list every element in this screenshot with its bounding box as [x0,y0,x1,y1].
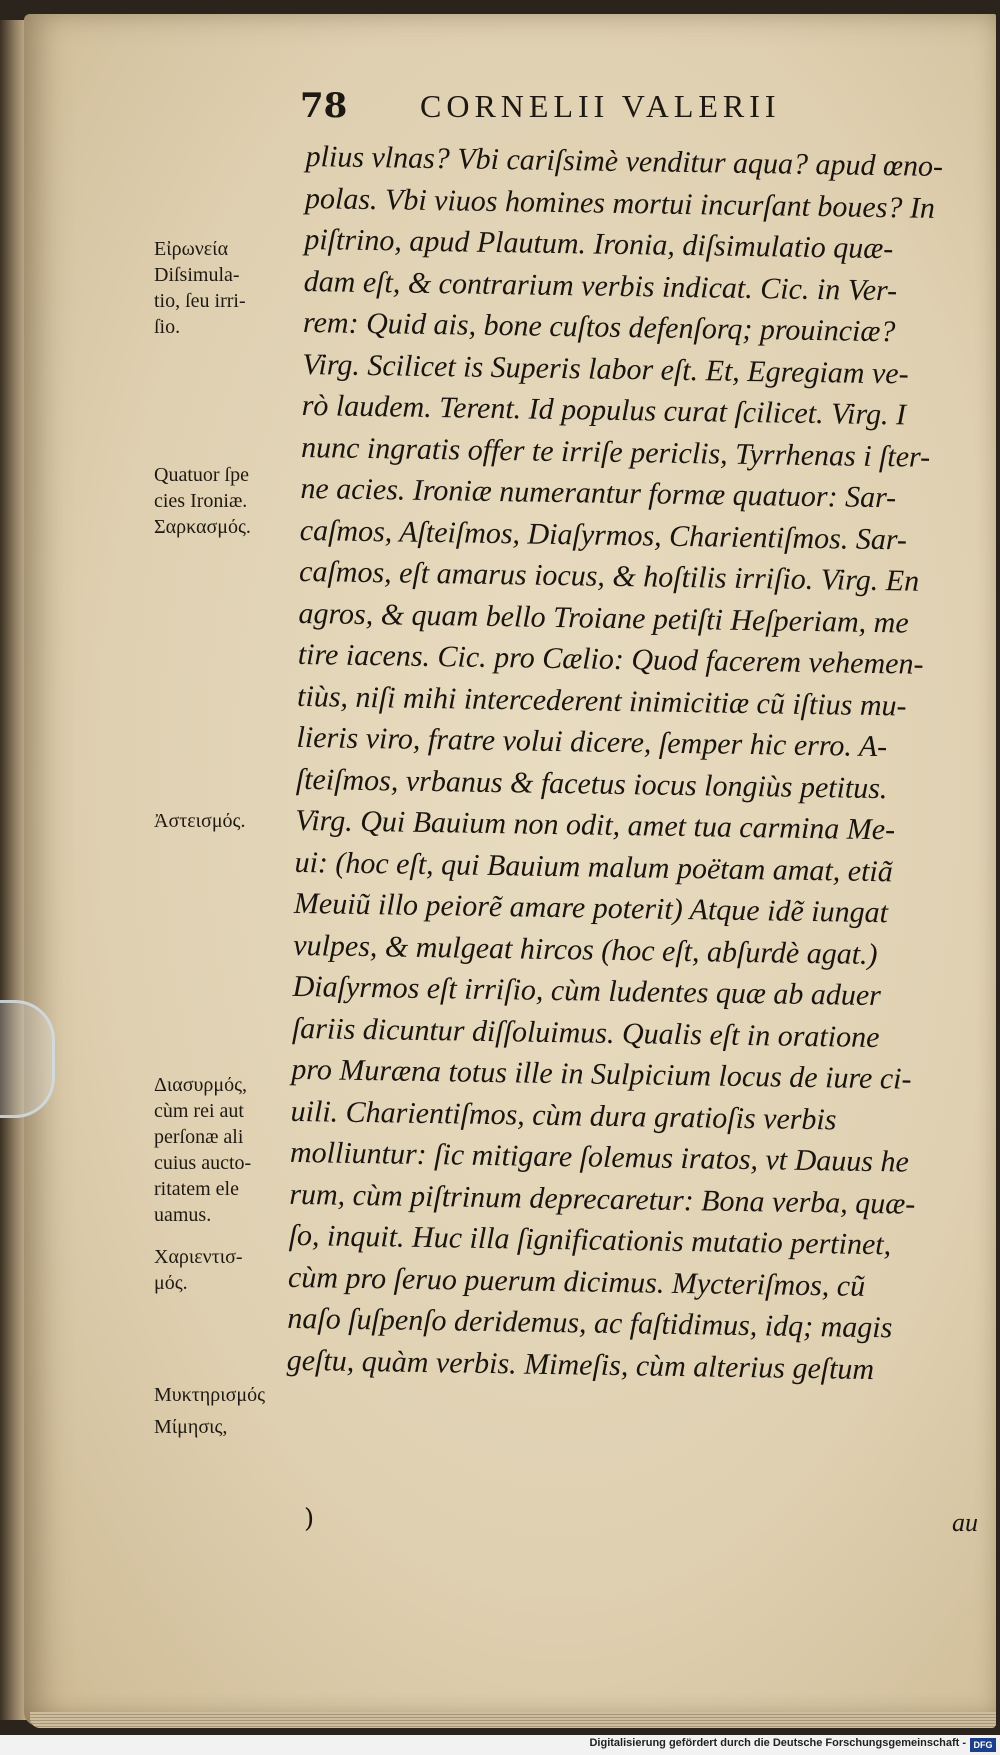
text-line: vulpes, & mulgeat hircos (hoc eſt, abſurdè agat.) [293,928,878,971]
text-line: naſo ſuſpenſo deridemus, ac faſtidimus, idq; magis [287,1301,893,1345]
margin-note: cies Ironiæ. [154,490,248,512]
margin-note: ritatem ele [154,1178,239,1200]
margin-note: perſonæ ali [154,1126,244,1148]
text-line: ſariis dicuntur diſſoluimus. Qualis eſt in oratione [291,1011,880,1054]
text-line: piſtrino, apud Plautum. Ironia, diſsimulatio quæ- [304,222,894,266]
text-line: ſo, inquit. Huc illa ſignificationis mutatio pertinet, [288,1218,892,1262]
margin-note: Εἰρωνεία [154,238,229,260]
text-line: ui: (hoc eſt, qui Bauium malum poëtam amat, etiã [294,845,894,888]
dfg-logo-icon: DFG [970,1738,996,1752]
text-line: tiùs, niſi mihi intercederent inimicitiæ cũ iſtius mu- [296,679,907,723]
text-line: caſmos, eſt amarus iocus, & hoſtilis irriſio. Virg. En [298,554,920,598]
margin-note: Σαρκασμός. [154,516,251,538]
margin-note: cuius aucto- [154,1152,252,1174]
text-line: molliuntur: ſic mitigare ſolemus iratos, vt Dauus he [289,1135,910,1179]
text-line: caſmos, Aſteiſmos, Diaſyrmos, Charientiſmos. Sar- [299,513,908,556]
margin-note: Διασυρμός, [154,1074,248,1096]
margin-note: tio, ſeu irri- [154,290,246,312]
text-line: polas. Vbi viuos homines mortui incurſant boues? In [304,181,936,225]
running-head: CORNELII VALERII [420,88,781,124]
text-line: Diaſyrmos eſt irriſio, cùm ludentes quæ ab aduer [292,969,882,1013]
margin-note: Μυκτηρισμός [154,1384,266,1406]
page-clip [0,1000,55,1118]
text-line: plius vlnas? Vbi cariſsimè venditur aqua? apud œno- [305,139,944,184]
text-line: rum, cùm piſtrinum deprecaretur: Bona verba, quæ- [289,1177,916,1221]
text-line: tire iacens. Cic. pro Cælio: Quod facerem vehemen- [297,637,924,681]
text-line: Virg. Qui Bauium non odit, amet tua carmina Me- [294,803,896,847]
text-line: lieris viro, fratre volui dicere, ſemper hic erro. A- [296,720,888,764]
text-line: agros, & quam bello Troiane petiſti Heſperiam, me [298,596,909,640]
text-line: Meuiũ illo peiorẽ amare poterit) Atque idẽ iungat [293,886,889,930]
text-line: dam eſt, & contrarium verbis indicat. Cic. in Ver- [303,264,898,307]
text-line: geſtu, quàm verbis. Mimeſis, cùm alterius geſtum [286,1343,875,1386]
margin-note: Ἀστεισμός. [154,810,246,832]
margin-note: Quatuor ſpe [154,464,249,486]
margin-note: uamus. [154,1204,212,1226]
text-line: Virg. Scilicet is Superis labor eſt. Et, Egregiam ve- [302,347,909,390]
catchword: au [952,1508,978,1537]
text-line: rò laudem. Terent. Id populus curat ſcilicet. Virg. I [301,388,907,432]
margin-note: cùm rei aut [154,1100,244,1122]
margin-note: μός. [154,1272,188,1294]
text-line: nunc ingratis offer te irriſe periclis, Tyrrhenas i ſter- [300,430,931,474]
text-line: pro Muræna totus ille in Sulpicium locus de iure ci- [291,1052,912,1096]
margin-note: Diſsimula- [154,264,240,286]
stray-mark: ) [304,1504,315,1534]
text-line: rem: Quid ais, bone cuſtos defenſorq; prouinciæ? [302,305,896,349]
digitization-footer [0,1735,1000,1755]
margin-note: Χαριεντισ- [154,1246,243,1268]
margin-note: Μίμησις, [154,1416,228,1438]
page-stack-edge [30,1712,996,1728]
text-line: cùm pro ſeruo puerum dicimus. Mycteriſmos, cũ [287,1260,866,1303]
footer-credit: Digitalisierung gefördert durch die Deutsche Forschungsgemeinschaft - [589,1737,966,1749]
page-header [300,86,940,130]
text-line: ne acies. Ironiæ numerantur formæ quatuor: Sar- [300,471,897,515]
text-line: ſteiſmos, vrbanus & facetus iocus longiùs petitus. [295,762,888,805]
page-number: 78 [300,86,348,126]
main-text-block [286,136,985,1392]
margin-note: ſio. [154,316,181,338]
text-line: uili. Charientiſmos, cùm dura gratioſis verbis [290,1094,837,1136]
